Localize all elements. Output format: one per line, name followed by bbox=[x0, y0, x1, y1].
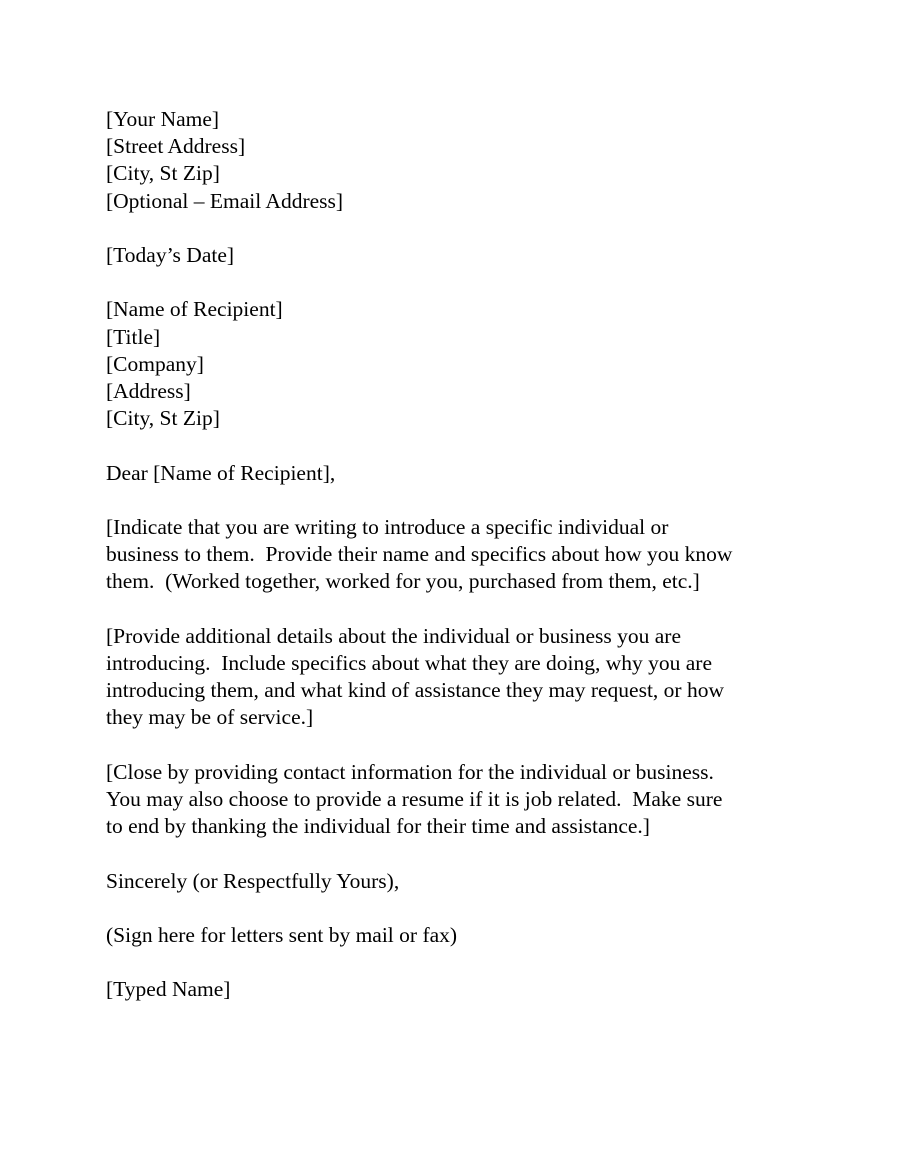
sender-address bbox=[106, 106, 806, 215]
typed-name-text: [Typed Name] bbox=[106, 977, 231, 1002]
paragraph-details bbox=[106, 623, 806, 732]
salutation-text: Dear [Name of Recipient], bbox=[106, 460, 336, 485]
paragraph-line: them. (Worked together, worked for you, purchased from them, etc.] bbox=[106, 569, 700, 594]
typed-name bbox=[106, 976, 806, 1003]
paragraph-line: introducing. Include specifics about what they are doing, why you are bbox=[106, 650, 712, 675]
paragraph-line: to end by thanking the individual for their time and assistance.] bbox=[106, 814, 650, 839]
recipient-title: [Title] bbox=[106, 324, 161, 349]
sender-street: [Street Address] bbox=[106, 134, 246, 159]
recipient-city: [City, St Zip] bbox=[106, 406, 220, 431]
paragraph-line: introducing them, and what kind of assistance they may request, or how bbox=[106, 678, 724, 703]
recipient-company: [Company] bbox=[106, 351, 204, 376]
paragraph-line: [Close by providing contact information for the individual or business. bbox=[106, 759, 714, 784]
sender-name: [Your Name] bbox=[106, 107, 220, 131]
paragraph-line: [Provide additional details about the individual or business you are bbox=[106, 623, 682, 648]
paragraph-line: they may be of service.] bbox=[106, 705, 314, 730]
recipient-address-line: [Address] bbox=[106, 379, 191, 403]
paragraph-line: You may also choose to provide a resume if it is job related. Make sure bbox=[106, 786, 723, 811]
letter-date bbox=[106, 242, 806, 269]
recipient-name: [Name of Recipient] bbox=[106, 297, 283, 322]
paragraph-introduction bbox=[106, 514, 806, 596]
closing-text: Sincerely (or Respectfully Yours), bbox=[106, 868, 400, 893]
letter-body bbox=[106, 106, 806, 1004]
closing bbox=[106, 868, 806, 895]
date-text: [Today’s Date] bbox=[106, 243, 235, 267]
sender-email: [Optional – Email Address] bbox=[106, 188, 344, 213]
paragraph-closing bbox=[106, 759, 806, 841]
signature-note bbox=[106, 922, 806, 949]
signature-note-text: (Sign here for letters sent by mail or fax) bbox=[106, 922, 458, 947]
paragraph-line: [Indicate that you are writing to introduce a specific individual or bbox=[106, 514, 669, 539]
salutation bbox=[106, 460, 806, 487]
sender-city: [City, St Zip] bbox=[106, 161, 220, 186]
recipient-address bbox=[106, 296, 806, 432]
paragraph-line: business to them. Provide their name and specifics about how you know bbox=[106, 542, 733, 567]
